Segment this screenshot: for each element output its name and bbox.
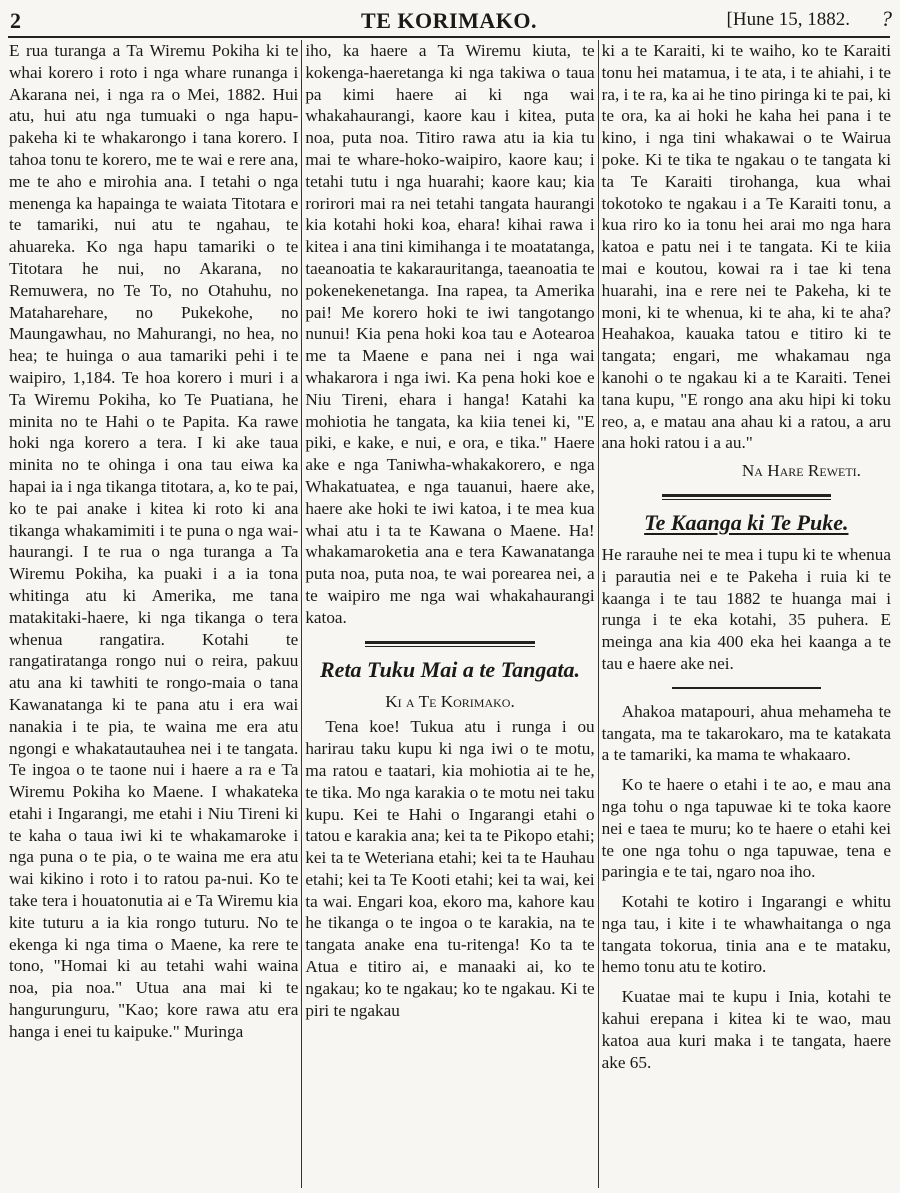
column-3-letter-continuation: ki a te Karaiti, ki te waiho, ko te Karaiti tonu hei matamua, i te ata, i te ahiahi, i te ra, i te ra, ka ai he tino piringa ki te pai, ki te ora, ka ai hoki he kaha hei pana i te kino, i nga tini whakawai o te Wairua poke. Ki te tika te ngakau o te tangata ki ta Te Karaiti tirohanga, kua whai tokotoko te ngakau i a Te Karaiti tonu, a kua riro ko ia tonu hei arai mo nga hara katoa e patu nei i te tangata. Ki te kiia mai e koutou, kowai ra i tae ki tena huarahi, ina e rere nei te Pakeha, ki te moni, ki te whenua, ki te aha, ki te aha? Heahakoa, kauaka tatou e titiro ki te tangata; engari, me whakamau nga kanohi o te ngakau ki a te Karaiti. Tenei tana kupu, "E rongo ana aku hipi ki toku reo, a, e matau ana ahau ki a ratou, a aru ana hoki ratou i a au." xyxy=(601,41,891,453)
letter-address-text: Ki a Te Korimako. xyxy=(385,691,515,711)
letter-heading: Reta Tuku Mai a te Tangata. xyxy=(320,656,580,682)
section-divider xyxy=(365,641,534,647)
letter-address xyxy=(305,691,594,713)
section-divider xyxy=(662,494,831,500)
letter-signature xyxy=(602,460,891,482)
column-2 xyxy=(301,40,597,1188)
column-1-article-text: E rua turanga a Ta Wiremu Pokiha ki te whai korero i roto i nga whare runanga i Akarana nei, i nga ra o Mei, 1882. Hui atu, hui atu nga tumuaki o nga hapu-pakeha ki te whakarongo i tana korero. I tahoa tonu te korero, me te wai e rere ana, me te aho e mirohia ana. I tetahi o nga menenga ka hapainga te waiata Titotara e te tamariki, nui atu te ngahau, te ahuareka. Ko nga hapu tamariki o te Titotara he nui, no Akarana, no Remuwera, no Te To, no Otahuhu, no Mataharehare, no Pukekohe, no Maungawhau, no Mahurangi, no hea, no hea; te huinga o aua tamariki pehi i te waipiro, 1,184. Te hoa korero i muri i a Ta Wiremu Pokiha, ko Te Puatiana, he minita no te Hahi o te Papita. Ka rawe hoki nga korero a tera. I ki ake taua minita no te ohinga i ona tau eiwa ka hapai ia i nga tikanga titotara, a, ko te pai, ko te pai anake i kitea ki roto ki ana tikanga whakamimiti i te puna o nga wai-haurangi. I te rua o nga turanga a Ta Wiremu Pokiha, ka puaki i a ia tona whitinga atu ki Amerika, me tana matakitaki-haere, ki nga tikanga o tera whenua rangatira. Kotahi te rangatiratanga rongo nui o reira, pakuu atu ana ki tawhiti te rongo-maia o tana Kawanatanga ki te pana atu i era wai nanakia i te pia, te waina me era atu ngongi e whakatautauhea nei i te tangata. Te ingoa o te taone nui i haere a ra e Ta Wiremu Pokiha ko Maene. I whakateka etahi i Ingarangi, me etahi i Niu Tireni ki te kaha o taua iwi ki te whakamaroke i nga puna o te pia, o te waina me era atu wai kikino i roto i to ratou pa-nui. Ko te take tera i houatonutia ai e Ta Wiremu kia kite tuturu a ia kia rongo tuturu. No te ekenga ki nga tima o Maene, ka rere te tono, "Homai ki au tetahi wahi waina noa, pia noa." Utua ana mai ki te hangurunguru, "Kao; kore rawa atu era hanga i enei tu kaipuke." Muringa xyxy=(9,41,299,1041)
issue-date: [Hune 15, 1882. xyxy=(726,9,850,30)
masthead xyxy=(8,6,890,38)
item-divider xyxy=(672,687,821,689)
letter-text: Tena koe! Tukua atu i runga i ou harirau taku kupu ki nga iwi o te motu, ma ratou e taatari, kia mohiotia ai te he, te tika. Mo nga karakia o te motu nei taku kupu. Kei te Hahi o Ingarangi etahi o tatou e karakia ana; kei ta te Pikopo etahi; kei ta te Weteriana etahi; kei ta te Hauhau etahi; kei ta Te Kooti etahi; kei ta wai, kei ta wai. Engari koa, ekoro ma, kahore kau he tikanga o te ingoa o te karakia, na te tangata anake ena tu-ritenga! Ko ta te Atua e titiro ai, e manaaki ai, ko te ngakau; ko te ngakau; ko te ngakau. Ki te piri te ngakau xyxy=(305,717,595,1020)
news-text: He rarauhe nei te mea i tupu ki te whenua i parautia nei e te Pakeha i ruia ki te kaanga i te tau 1882 te huanga mai i runga i te eka kotahi, 35 puhera. E meinga ana kia 400 eka hei kaanga a te tau e haere ake nei. xyxy=(601,544,891,673)
newspaper-title: TE KORIMAKO. xyxy=(361,8,537,33)
news-heading xyxy=(606,510,887,536)
article-columns xyxy=(6,40,894,1188)
news-item: Kuatae mai te kupu i Inia, kotahi te kahui erepana i kitea ki te wao, mau katoa aua kuri maka i te tangata, haere ake 65. xyxy=(601,987,891,1072)
column-1 xyxy=(6,40,301,1188)
news-item: Ko te haere o etahi i te ao, e mau ana nga tohu o nga tapuwae ki te toka kaore nei e taea te muru; ko te haere o etahi kei te one nga tohu o nga tapuwae, tena e paringia e te tai, ngaro noa iho. xyxy=(601,775,891,882)
column-2-article-text: iho, ka haere a Ta Wiremu kiuta, te kokenga-haeretanga ki nga takiwa o taua pa kimi haere ai ki nga wai whakahaurangi, kaore kau i kitea, puta noa, puta noa. Titiro rawa atu ia kia tu mai te whare-hoko-waipiro, kaore kau; i tetahi tutu i nga huarahi; kaore kau; kia rorirori mai ra nei tetahi tangata haurangi kia kotahi hoki koa, ehara! kihai rawa i kitea i ana tini kimihanga i te moatatanga, taeanoatia te kakarauritanga, taeanoatia te pokenekenetanga. Ina rapea, ta Amerika pai! Me korero hoki te iwi tangotango nunui! Kia pena hoki koa tau e Aotearoa me ta Maene e pana nei i nga wai whakarora i nga iwi. Ka pena hoki koe e Niu Tireni, ehara i hanga! Katahi ka mohiotia he tangata, ka kiia tenei ki, "E piki, e kake, e nui, e ora, e tika." Haere ake e nga Taniwha-whakakorero, e nga Whakatuatea, e nga tauanui, haere ake, haere ake hoki te iwi katoa, i te mea kua whai atu i ta te Kawana o Maene. Ha! whakamaroketia ana e tera Kawanatanga puta noa, puta noa, te wai porearea nei, a te waipiro me nga wai whakahaurangi katoa. xyxy=(305,41,595,627)
column-3 xyxy=(598,40,894,1188)
news-heading-text: Te Kaanga ki Te Puke. xyxy=(644,509,849,535)
news-item: Ahakoa matapouri, ahua mehameha te tangata, ma te takarokaro, ma te katakata a te tamariki, ka mama te whakaaro. xyxy=(601,701,891,765)
page-number: 2 xyxy=(10,8,21,33)
signature-text: Na Hare Reweti. xyxy=(741,461,861,481)
handwritten-mark: ? xyxy=(881,6,892,31)
news-item: Kotahi te kotiro i Ingarangi e whitu nga tau, i kite i te whawhaitanga o nga tangata tokorua, tinia ana e te mataku, hemo tonu atu te kotiro. xyxy=(601,892,891,977)
